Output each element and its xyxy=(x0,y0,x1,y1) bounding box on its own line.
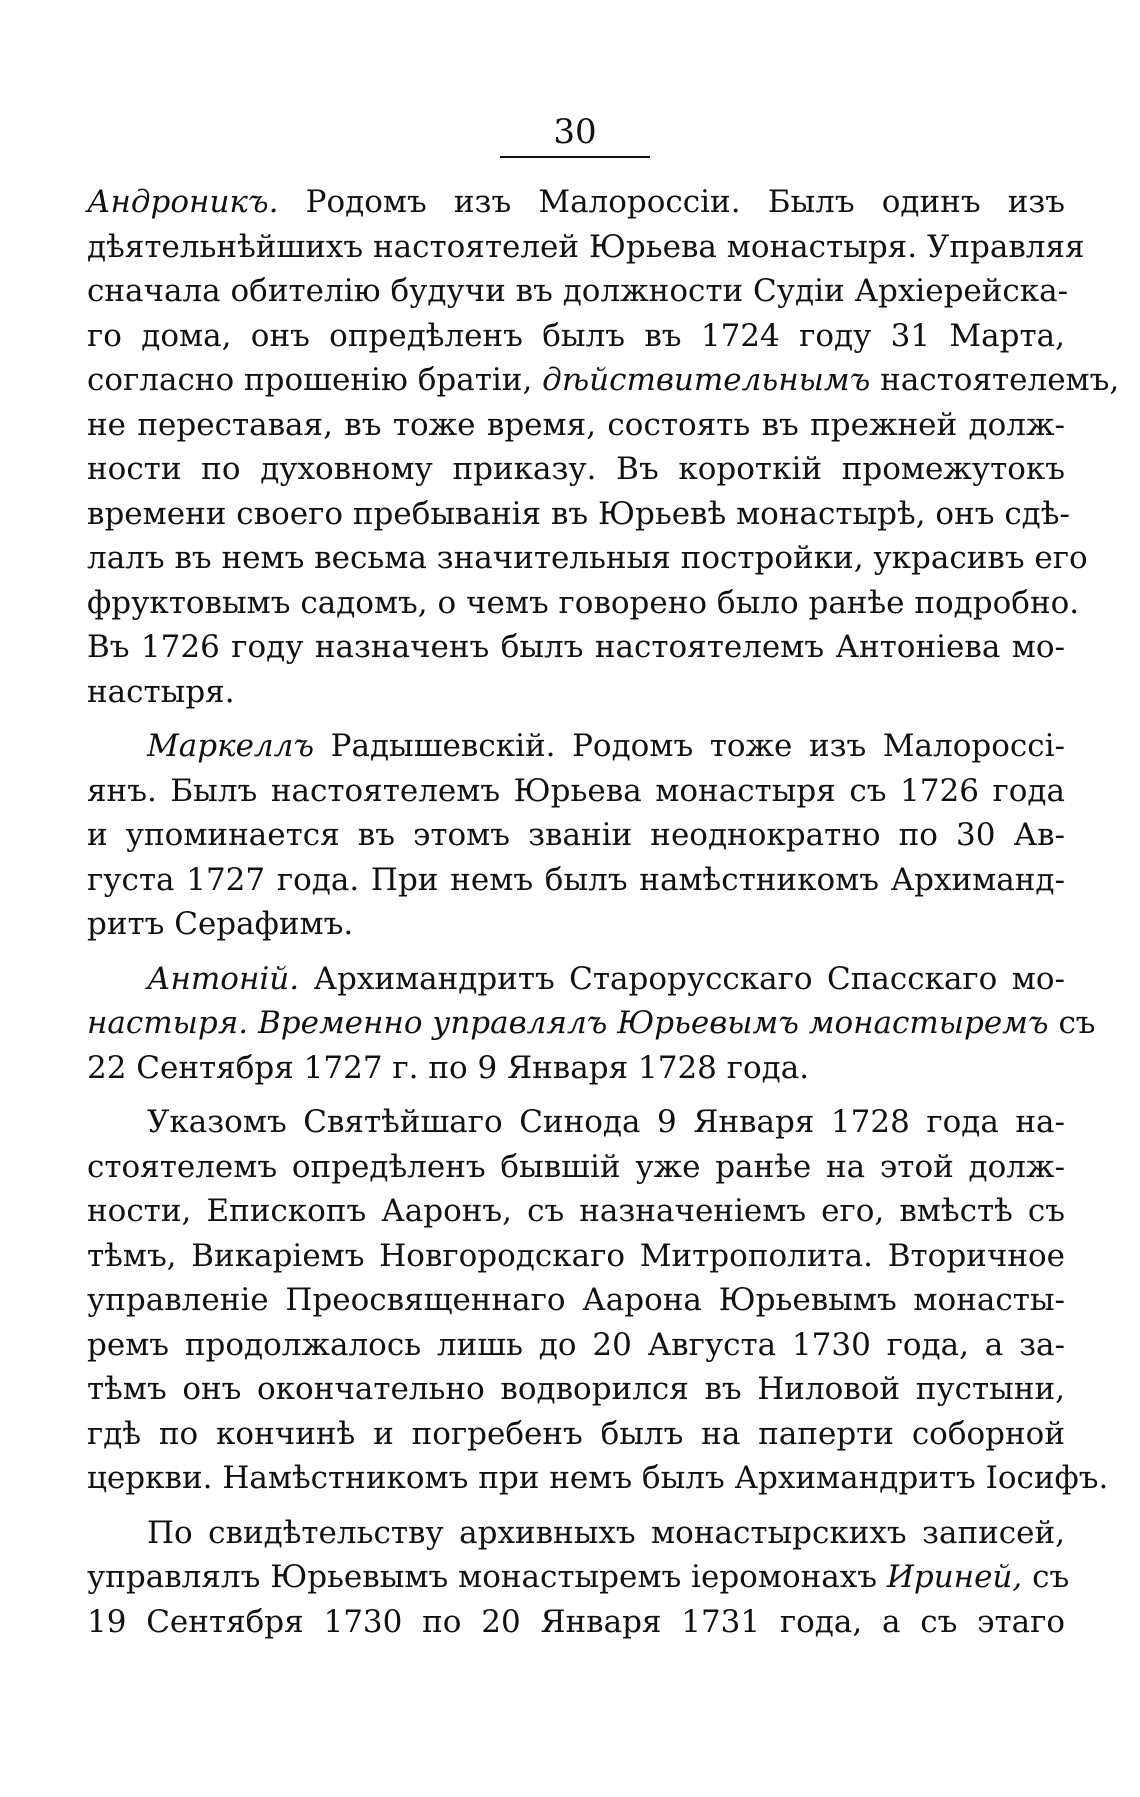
page-number-rule xyxy=(500,156,650,158)
text-span: фруктовымъ садомъ, о чемъ говорено было ранѣе подробно. xyxy=(87,584,1080,621)
text-line xyxy=(87,1511,1065,1556)
text-span: По свидѣтельству архивныхъ монастырскихъ записей, xyxy=(147,1514,1065,1551)
text-line xyxy=(87,536,1088,581)
text-span: съ xyxy=(1048,1005,1096,1041)
text-span: настоятелемъ, xyxy=(870,362,1120,398)
text-line xyxy=(87,769,1065,814)
text-line xyxy=(87,1412,1065,1457)
text-span: управленіе Преосвященнаго Аарона Юрьевымъ монасты- xyxy=(87,1282,1065,1318)
text-line xyxy=(87,358,1120,403)
text-span: времени своего пребыванія въ Юрьевѣ монастырѣ, онъ сдѣ- xyxy=(87,495,1070,532)
text-line xyxy=(87,670,1065,715)
text-span: Родомъ изъ Малороссіи. Былъ одинъ изъ xyxy=(278,184,1065,220)
text-line xyxy=(87,1145,1065,1190)
text-line xyxy=(87,180,1065,225)
text-span: го дома, онъ опредѣленъ былъ въ 1724 году 31 Марта, xyxy=(87,317,1065,354)
text-line xyxy=(87,314,1065,359)
text-line xyxy=(87,625,1065,670)
text-span: стоятелемъ опредѣленъ бывшій уже ранѣе на этой долж- xyxy=(87,1148,1065,1185)
text-line xyxy=(87,1323,1065,1368)
text-span: ремъ продолжалось лишь до 20 Августа 1730 года, а за- xyxy=(87,1326,1065,1363)
text-span: гдѣ по кончинѣ и погребенъ былъ на паперти соборной xyxy=(87,1415,1065,1452)
text-line xyxy=(87,1600,1065,1645)
text-span: Указомъ Святѣйшаго Синода 9 Января 1728 года на- xyxy=(147,1104,1065,1140)
text-line xyxy=(87,492,1070,537)
text-span: 22 Сентября 1727 г. по 9 Января 1728 года. xyxy=(87,1049,810,1086)
text-line xyxy=(87,1234,1065,1279)
text-line xyxy=(87,1189,1065,1234)
text-span: ности, Епископъ Ааронъ, съ назначеніемъ его, вмѣстѣ съ xyxy=(87,1193,1065,1229)
italic-text: настыря. Временно управлялъ Юрьевымъ монастыремъ xyxy=(87,1005,1049,1041)
italic-text: дѣйствительнымъ xyxy=(542,362,871,398)
text-line xyxy=(87,1456,1109,1501)
text-span: Архимандритъ Старорусскаго Спасскаго мо- xyxy=(299,960,1065,997)
text-line xyxy=(87,1278,1065,1323)
text-span: лалъ въ немъ весьма значительныя постройки, украсивъ его xyxy=(87,540,1088,576)
text-span: янъ. Былъ настоятелемъ Юрьева монастыря съ 1726 года xyxy=(87,772,1065,809)
text-span: дѣятельнѣйшихъ настоятелей Юрьева монастыря. Управляя xyxy=(87,228,1085,265)
text-span: и упоминается въ этомъ званіи неоднократно по 30 Ав- xyxy=(87,817,1065,853)
text-line xyxy=(87,1046,1065,1091)
text-span: ритъ Серафимъ. xyxy=(87,906,354,942)
italic-text: Андроникъ. xyxy=(87,184,279,220)
text-line xyxy=(87,724,1065,769)
text-span: 19 Сентября 1730 по 20 Января 1731 года, а съ этаго xyxy=(87,1603,1065,1640)
text-span: густа 1727 года. При немъ былъ намѣстникомъ Архиманд- xyxy=(87,861,1065,898)
italic-text: Маркеллъ xyxy=(147,728,315,764)
body-text xyxy=(87,180,1120,1644)
text-span: управлялъ Юрьевымъ монастыремъ іеромонахъ xyxy=(87,1559,887,1595)
text-span: церкви. Намѣстникомъ при немъ былъ Архимандритъ Іосифъ. xyxy=(87,1460,1109,1496)
text-line xyxy=(87,403,1065,448)
text-span: не переставая, въ тоже время, состоять въ прежней долж- xyxy=(87,406,1065,443)
text-line xyxy=(87,858,1065,903)
italic-text: Антоній. xyxy=(147,960,300,997)
italic-text: Ириней, xyxy=(886,1559,1023,1595)
text-line xyxy=(87,1001,1096,1046)
text-span: сначала обителію будучи въ должности Судіи Архіерейска- xyxy=(87,273,1069,309)
text-span: Радышевскій. Родомъ тоже изъ Малороссі- xyxy=(314,728,1065,764)
text-line xyxy=(87,269,1069,314)
text-span: согласно прошенію братіи, xyxy=(87,362,543,398)
text-span: Въ 1726 году назначенъ былъ настоятелемъ Антоніева мо- xyxy=(87,629,1065,665)
text-line xyxy=(87,1100,1065,1145)
text-line xyxy=(87,581,1080,626)
text-line xyxy=(87,957,1065,1002)
text-line xyxy=(87,225,1085,270)
text-span: ности по духовному приказу. Въ короткій промежутокъ xyxy=(87,451,1065,487)
text-span: съ xyxy=(1022,1559,1070,1595)
text-span: тѣмъ, Викаріемъ Новгородскаго Митрополита. Вторичное xyxy=(87,1237,1065,1274)
text-line xyxy=(87,1555,1070,1600)
text-line xyxy=(87,902,1065,947)
text-line xyxy=(87,1367,1065,1412)
page-number: 30 xyxy=(553,112,597,152)
text-span: тѣмъ онъ окончательно водворился въ Ниловой пустыни, xyxy=(87,1371,1065,1407)
text-line xyxy=(87,447,1065,492)
text-line xyxy=(87,813,1065,858)
text-span: настыря. xyxy=(87,673,235,710)
